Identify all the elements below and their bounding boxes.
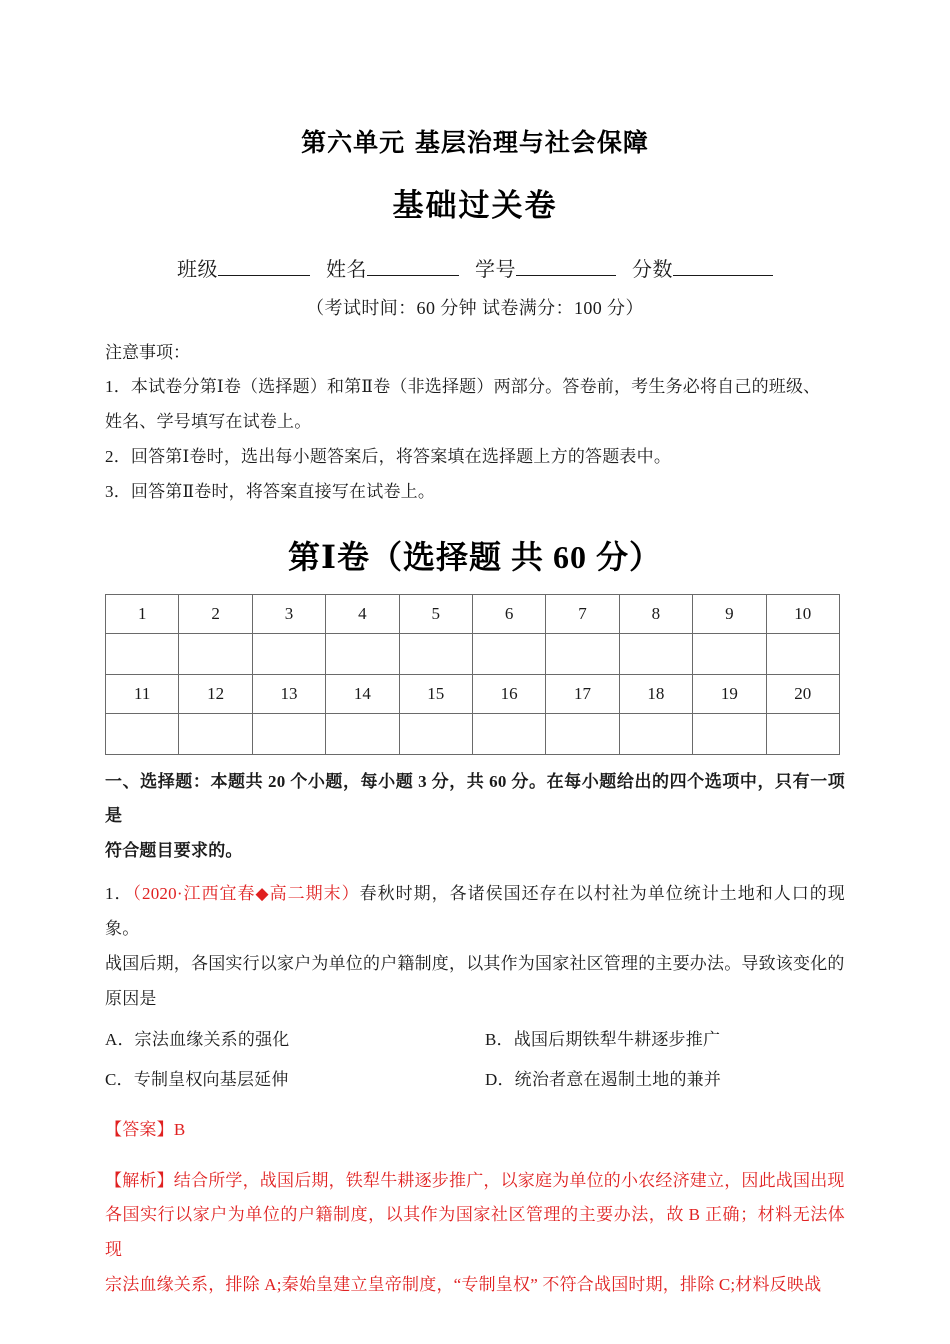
option-c[interactable]: C．专制皇权向基层延伸: [105, 1069, 289, 1089]
note-item: 2．回答第Ⅰ卷时，选出每小题答案后，将答案填在选择题上方的答题表中。: [105, 446, 672, 466]
table-row: [106, 674, 840, 713]
analysis-line: 各国实行以家户为单位的户籍制度，以其作为国家社区管理的主要办法，故 B 正确；材料无法体现: [105, 1205, 845, 1260]
answer-cell[interactable]: [179, 713, 252, 754]
table-cell: 7: [546, 594, 619, 633]
table-cell: 10: [766, 594, 839, 633]
table-row: [106, 633, 840, 674]
note-item: 3．回答第Ⅱ卷时，将答案直接写在试卷上。: [105, 481, 436, 501]
answer-cell[interactable]: [179, 633, 252, 674]
answer-value: B: [173, 1119, 186, 1139]
score-label: 分数: [632, 259, 673, 282]
score-input-blank[interactable]: [673, 275, 773, 276]
table-cell: 16: [472, 674, 545, 713]
table-cell: 1: [106, 594, 179, 633]
score-field[interactable]: [632, 253, 773, 282]
answer-cell[interactable]: [546, 713, 619, 754]
question-1-analysis: [105, 1148, 845, 1303]
exam-meta: （考试时间：60 分钟 试卷满分：100 分）: [306, 298, 644, 319]
student-id-label: 学号: [475, 259, 516, 282]
analysis-line: 【解析】结合所学，战国后期，铁犁牛耕逐步推广，以家庭为单位的小农经济建立，因此战国出现: [105, 1170, 845, 1190]
answer-cell[interactable]: [472, 713, 545, 754]
answer-cell[interactable]: [619, 713, 692, 754]
multiple-choice-instruction-line2: 符合题目要求的。: [105, 841, 243, 861]
question-1-source-tag: （2020·江西宜春◆高二期末）: [132, 884, 360, 904]
student-id-field[interactable]: [475, 253, 616, 282]
question-1-stem-line3: 原因是: [105, 988, 157, 1008]
student-info-line: [105, 225, 845, 282]
question-1-number: 1．: [105, 884, 133, 904]
table-cell: 20: [766, 674, 839, 713]
table-cell: 3: [252, 594, 325, 633]
table-cell: 11: [106, 674, 179, 713]
answer-cell[interactable]: [252, 633, 325, 674]
answer-cell[interactable]: [326, 713, 399, 754]
answer-cell[interactable]: [399, 633, 472, 674]
table-cell: 15: [399, 674, 472, 713]
table-cell: 6: [472, 594, 545, 633]
table-cell: 14: [326, 674, 399, 713]
question-1-stem-line1: [105, 877, 845, 947]
class-field[interactable]: [177, 253, 310, 282]
question-1: [105, 869, 845, 1303]
table-cell: 8: [619, 594, 692, 633]
name-input-blank[interactable]: [367, 275, 459, 276]
name-field[interactable]: [326, 253, 459, 282]
note-item: 姓名、学号填写在试卷上。: [105, 412, 312, 432]
table-row: [106, 713, 840, 754]
class-input-blank[interactable]: [218, 275, 310, 276]
multiple-choice-instruction-line1: 一、选择题：本题共 20 个小题，每小题 3 分，共 60 分。在每小题给出的四个选项中，只有一项是: [105, 771, 845, 826]
answer-cell[interactable]: [766, 633, 839, 674]
table-cell: 18: [619, 674, 692, 713]
table-cell: 13: [252, 674, 325, 713]
answer-cell[interactable]: [252, 713, 325, 754]
option-row: [105, 1020, 845, 1059]
option-d[interactable]: D．统治者意在遏制土地的兼并: [485, 1069, 722, 1089]
question-1-stem-text: 春秋时期，各诸侯国还存在以村社为单位统计土地和人口的现象。: [105, 884, 845, 938]
option-b[interactable]: B．战国后期铁犁牛耕逐步推广: [485, 1030, 721, 1050]
table-cell: 12: [179, 674, 252, 713]
answer-grid-table[interactable]: [105, 594, 840, 755]
answer-cell[interactable]: [766, 713, 839, 754]
answer-cell[interactable]: [546, 633, 619, 674]
notes-label: 注意事项：: [105, 343, 190, 363]
answer-cell[interactable]: [106, 633, 179, 674]
option-a[interactable]: A．宗法血缘关系的强化: [105, 1030, 290, 1050]
question-1-stem-line2: 战国后期，各国实行以家户为单位的户籍制度，以其作为国家社区管理的主要办法。导致该变化的: [105, 953, 845, 973]
question-1-options: [105, 1016, 845, 1098]
answer-cell[interactable]: [399, 713, 472, 754]
paper-title: 基础过关卷: [392, 188, 558, 224]
notes-section: [105, 320, 845, 509]
table-row: [106, 594, 840, 633]
answer-cell[interactable]: [693, 713, 766, 754]
analysis-line: 宗法血缘关系，排除 A;秦始皇建立皇帝制度，“专制皇权” 不符合战国时期，排除 C;材料反映战: [105, 1275, 822, 1295]
answer-cell[interactable]: [472, 633, 545, 674]
answer-cell[interactable]: [326, 633, 399, 674]
answer-cell[interactable]: [693, 633, 766, 674]
table-cell: 4: [326, 594, 399, 633]
class-label: 班级: [177, 259, 218, 282]
answer-cell[interactable]: [619, 633, 692, 674]
option-row: [105, 1060, 845, 1099]
table-cell: 9: [693, 594, 766, 633]
table-cell: 19: [693, 674, 766, 713]
question-1-answer-block: [105, 1099, 845, 1303]
unit-title: 第六单元 基层治理与社会保障: [301, 128, 649, 157]
answer-cell[interactable]: [106, 713, 179, 754]
note-item: 1．本试卷分第Ⅰ卷（选择题）和第Ⅱ卷（非选择题）两部分。答卷前，考生务必将自己的班级、: [105, 377, 821, 397]
table-cell: 5: [399, 594, 472, 633]
name-label: 姓名: [326, 259, 367, 282]
student-id-input-blank[interactable]: [516, 275, 616, 276]
answer-label: 【答案】: [105, 1119, 174, 1139]
section-title: 第Ⅰ卷（选择题 共 60 分）: [288, 538, 662, 575]
table-cell: 2: [179, 594, 252, 633]
question-1-answer: [105, 1113, 845, 1148]
table-cell: 17: [546, 674, 619, 713]
